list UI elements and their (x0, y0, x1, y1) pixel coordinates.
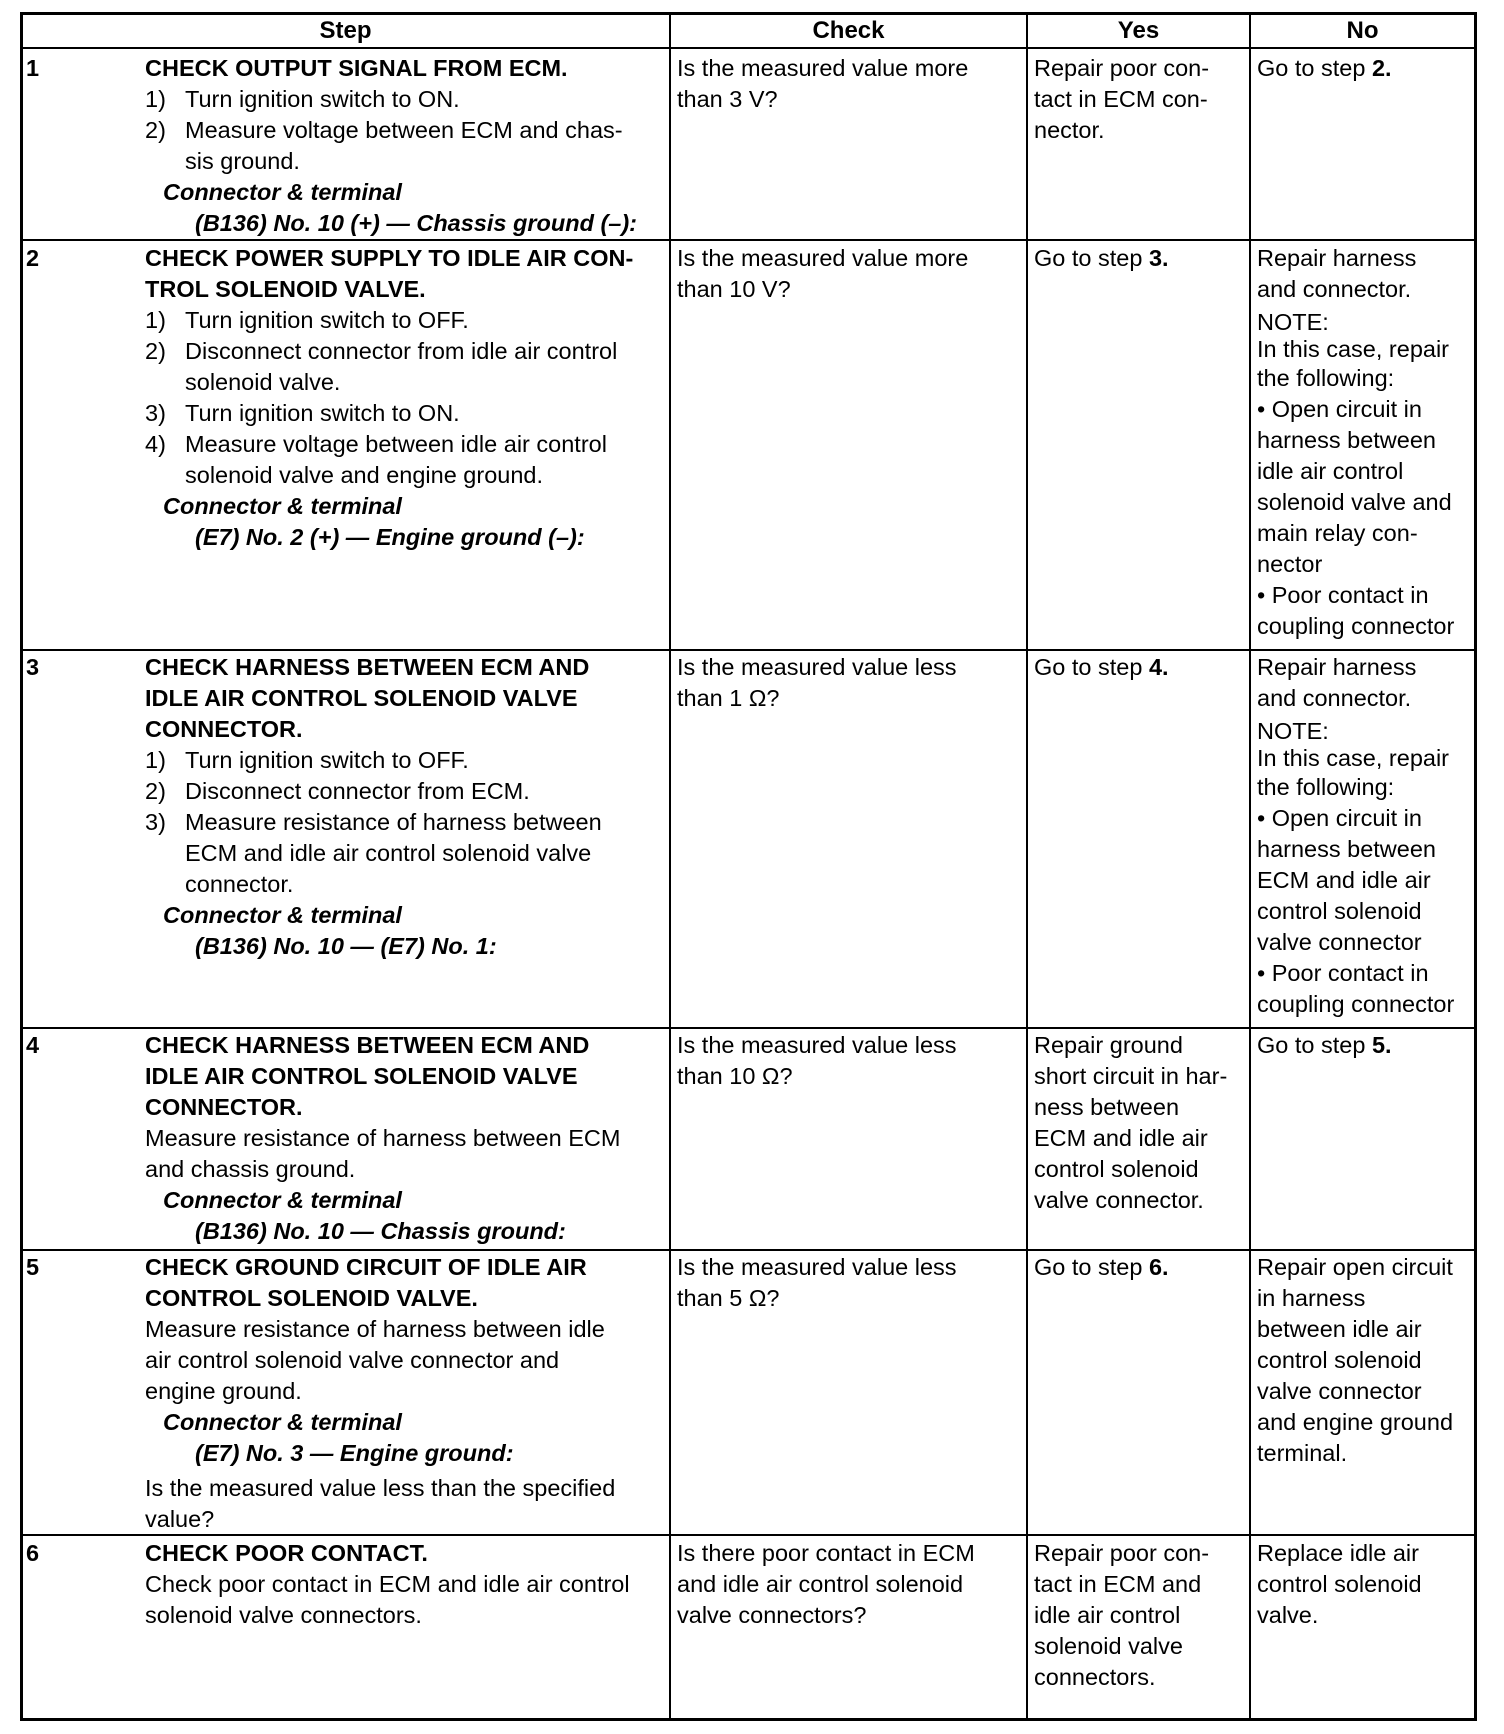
row-divider (20, 239, 1477, 241)
check-question: Is the measured value less than 10 Ω? (677, 1032, 957, 1089)
yes-action: Go to step 6. (1034, 1254, 1169, 1280)
note-label: NOTE: (1257, 309, 1329, 335)
step-title: CHECK OUTPUT SIGNAL FROM ECM. (145, 55, 568, 81)
step-content (145, 1538, 669, 1631)
step-item: 2) Disconnect connector from ECM. (145, 778, 530, 804)
table-border-bottom (20, 1718, 1477, 1721)
connector-terminal-value: (B136) No. 10 (+) — Chassis ground (–): (195, 210, 638, 236)
row-divider (20, 649, 1477, 651)
step-question: Is the measured value less than the specified value? (145, 1475, 616, 1532)
connector-terminal-value: (E7) No. 2 (+) — Engine ground (–): (195, 524, 585, 550)
step-item: 3) Turn ignition switch to ON. (145, 400, 460, 426)
step-title: CHECK POWER SUPPLY TO IDLE AIR CON- TROL SOLENOID VALVE. (145, 245, 634, 302)
note-label: NOTE: (1257, 718, 1329, 744)
step-content (145, 243, 667, 553)
check-question: Is the measured value less than 5 Ω? (677, 1254, 957, 1311)
no-action: Go to step 2. (1257, 55, 1392, 81)
step-item: 2) Disconnect connector from idle air control solenoid valve. (145, 338, 618, 395)
step-title: CHECK HARNESS BETWEEN ECM AND IDLE AIR CONTROL SOLENOID VALVE CONNECTOR. (145, 654, 590, 742)
step-item: 1) Turn ignition switch to OFF. (145, 307, 469, 333)
row-divider (20, 1249, 1477, 1251)
step-body: Measure resistance of harness between ECM and chassis ground. (145, 1125, 621, 1182)
connector-terminal-label: Connector & terminal (163, 1409, 402, 1435)
step-item: 1) Turn ignition switch to ON. (145, 86, 460, 112)
step-content (145, 1252, 667, 1535)
table-border-left (20, 12, 23, 1721)
connector-terminal-value: (B136) No. 10 — (E7) No. 1: (195, 933, 497, 959)
step-content (145, 53, 667, 239)
no-action: Repair open circuit in harness between idle air control solenoid valve connector and engine ground terminal. (1257, 1254, 1454, 1466)
no-action: Go to step 5. (1257, 1032, 1392, 1058)
connector-terminal-label: Connector & terminal (163, 493, 402, 519)
yes-action: Go to step 3. (1034, 245, 1169, 271)
connector-terminal-label: Connector & terminal (163, 902, 402, 928)
step-title: CHECK HARNESS BETWEEN ECM AND IDLE AIR CONTROL SOLENOID VALVE CONNECTOR. (145, 1032, 590, 1120)
yes-action: Go to step 4. (1034, 654, 1169, 680)
connector-terminal-label: Connector & terminal (163, 179, 402, 205)
connector-terminal-value: (E7) No. 3 — Engine ground: (195, 1440, 514, 1466)
step-item: 1) Turn ignition switch to OFF. (145, 747, 469, 773)
check-question: Is there poor contact in ECM and idle air control solenoid valve connectors? (677, 1540, 975, 1628)
step-title: CHECK POOR CONTACT. (145, 1540, 428, 1566)
step-number: 2 (26, 245, 40, 271)
connector-terminal-value: (B136) No. 10 — Chassis ground: (195, 1218, 566, 1244)
check-question: Is the measured value less than 1 Ω? (677, 654, 957, 711)
step-body: Check poor contact in ECM and idle air control solenoid valve connectors. (145, 1571, 630, 1628)
step-item: 3) Measure resistance of harness between ECM and idle air control solenoid valve connector. (145, 809, 602, 897)
step-number: 6 (26, 1540, 40, 1566)
header-step: Step (319, 17, 372, 44)
header-check: Check (812, 17, 885, 44)
col-divider-check (669, 12, 671, 1721)
no-action: Repair harness and connector. NOTE: In this case, repair the following: • Open circuit in harness between idle air control solenoid valve and main relay con- nector • Poor contact in coupling connector (1257, 243, 1473, 642)
connector-terminal-label: Connector & terminal (163, 1187, 402, 1213)
step-item: 4) Measure voltage between idle air control solenoid valve and engine ground. (145, 431, 607, 488)
header-yes: Yes (1117, 17, 1160, 44)
yes-action: Repair ground short circuit in har- ness between ECM and idle air control solenoid valve connector. (1034, 1032, 1228, 1213)
check-question: Is the measured value more than 10 V? (677, 245, 969, 302)
table-border-right (1474, 12, 1477, 1721)
step-item: 2) Measure voltage between ECM and chas- sis ground. (145, 117, 623, 174)
step-number: 4 (26, 1032, 40, 1058)
col-divider-yes (1026, 12, 1028, 1721)
yes-action: Repair poor con- tact in ECM con- nector. (1034, 55, 1210, 143)
no-action: Replace idle air control solenoid valve. (1257, 1540, 1422, 1628)
step-number: 5 (26, 1254, 40, 1280)
step-content (145, 652, 667, 962)
step-content (145, 1030, 667, 1247)
header-no: No (1346, 17, 1379, 44)
col-divider-no (1249, 12, 1251, 1721)
step-body: Measure resistance of harness between idle air control solenoid valve connector and engine ground. (145, 1316, 605, 1404)
yes-action: Repair poor con- tact in ECM and idle air control solenoid valve connectors. (1034, 1540, 1210, 1690)
row-divider (20, 1027, 1477, 1029)
check-question: Is the measured value more than 3 V? (677, 55, 969, 112)
step-number: 3 (26, 654, 40, 680)
no-action: Repair harness and connector. NOTE: In this case, repair the following: • Open circuit in harness between ECM and idle air control solenoid valve connector • Poor contact in coupling connector (1257, 652, 1473, 1020)
step-number: 1 (26, 55, 40, 81)
step-title: CHECK GROUND CIRCUIT OF IDLE AIR CONTROL SOLENOID VALVE. (145, 1254, 587, 1311)
